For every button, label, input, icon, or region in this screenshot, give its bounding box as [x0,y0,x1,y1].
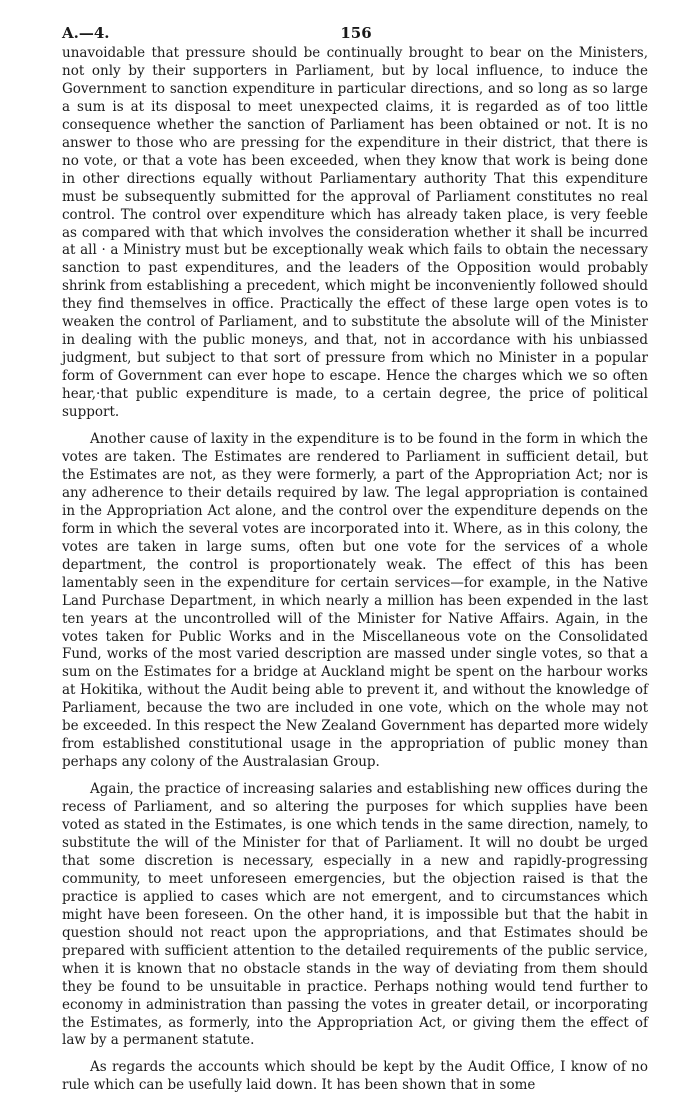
page-body [62,45,648,1095]
paragraph-audit-office-accounts: As regards the accounts which should be kept by the Audit Office, I know of no rule which can be usefully laid down. It has been shown that in some [62,1059,648,1094]
paragraph-continued: unavoidable that pressure should be continually brought to bear on the Ministers, not only by their supporters in Parliament, but by local influence, to induce the Government to sanction expenditure in particular directions, and so long as so large a sum is at its disposal to meet unexpected claims, it is regarded as of too little consequence whether the sanction of Parliament has been obtained or not. It is no answer to those who are pressing for the expenditure in their district, that there is no vote, or that a vote has been exceeded, when they know that work is being done in other directions equally without Parliamentary authority That this expenditure must be subsequently submitted for the approval of Parliament constitutes no real control. The control over expenditure which has already taken place, is very feeble as compared with that which involves the consideration whether it shall be incurred at all · a Ministry must but be exceptionally weak which fails to obtain the necessary sanction to past expenditures, and the leaders of the Opposition would probably shrink from establishing a precedent, which might be inconveniently followed should they find themselves in office. Practically the effect of these large open votes is to weaken the control of Parliament, and to substitute the absolute will of the Minister in dealing with the public moneys, and that, not in accordance with his unbiassed judgment, but subject to that sort of pressure from which no Minister in a popular form of Government can ever hope to escape. Hence the charges which we so often hear,·that public expenditure is made, to a certain degree, the price of political support. [62,45,648,421]
paragraph-laxity-in-expenditure: Another cause of laxity in the expenditure is to be found in the form in which the votes are taken. The Estimates are rendered to Parliament in sufficient detail, but the Estimates are not, as they were formerly, a part of the Appropriation Act; nor is any adherence to their details required by law. The legal appropriation is contained in the Appropriation Act alone, and the control over the expenditure depends on the form in which the several votes are incorporated into it. Where, as in this colony, the votes are taken in large sums, often but one vote for the services of a whole department, the control is proportionately weak. The effect of this has been lamentably seen in the expenditure for certain services—for example, in the Native Land Purchase Department, in which nearly a million has been expended in the last ten years at the uncontrolled will of the Minister for Native Affairs. Again, in the votes taken for Public Works and in the Miscellaneous vote on the Consolidated Fund, works of the most varied description are massed under single votes, so that a sum on the Estimates for a bridge at Auckland might be spent on the harbour works at Hokitika, without the Audit being able to prevent it, and without the knowledge of Parliament, because the two are included in one vote, which on the whole may not be exceeded. In this respect the New Zealand Government has departed more widely from established constitutional usage in the appropriation of public money than perhaps any colony of the Australasian Group. [62,431,648,771]
page-number: 156 [340,24,372,42]
document-reference: A.—4. [62,24,110,42]
page-header [62,24,650,46]
paragraph-increasing-salaries: Again, the practice of increasing salaries and establishing new offices during the recess of Parliament, and so altering the purposes for which supplies have been voted as stated in the Estimates, is one which tends in the same direction, namely, to substitute the will of the Minister for that of Parliament. It will no doubt be urged that some discretion is necessary, especially in a new and rapidly-progressing community, to meet unforeseen emergencies, but the objection raised is that the practice is applied to cases which are not emergent, and to circumstances which might have been foreseen. On the other hand, it is impossible but that the habit in question should not react upon the appropriations, and that Estimates should be prepared with sufficient attention to the detailed requirements of the public service, when it is known that no obstacle stands in the way of deviating from them should they be found to be unsuitable in practice. Perhaps nothing would tend further to economy in administration than passing the votes in greater detail, or incorporating the Estimates, as formerly, into the Appropriation Act, or giving them the effect of law by a permanent statute. [62,781,648,1049]
